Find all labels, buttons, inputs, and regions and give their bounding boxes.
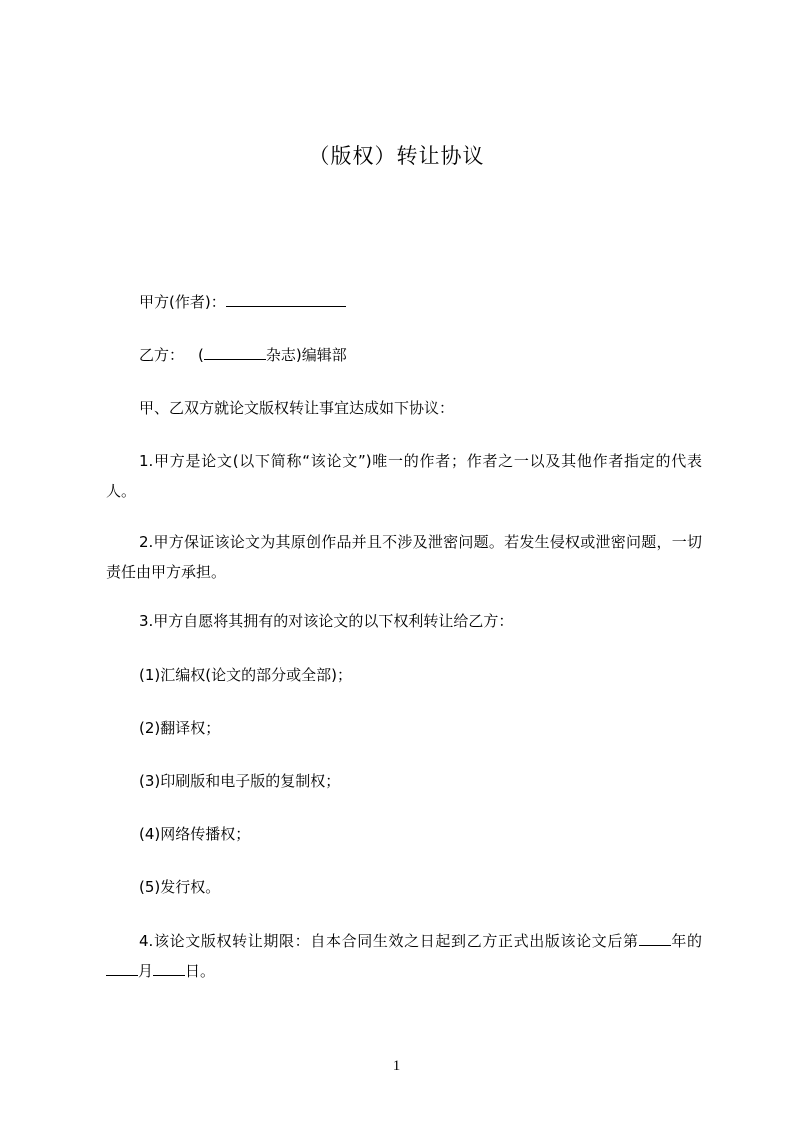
clause-4 [106, 926, 702, 986]
right-item-5: (5)发行权。 [139, 878, 221, 896]
clause-4-part3: 月 [138, 962, 154, 980]
clause-4-day-blank [153, 960, 185, 976]
party-b-suffix: 杂志)编辑部 [265, 346, 347, 364]
right-item-2: (2)翻译权； [139, 719, 221, 737]
clause-4-month-blank [106, 960, 138, 976]
party-a-line [139, 291, 346, 312]
right-item-4: (4)网络传播权； [139, 825, 251, 843]
party-b-label: 乙方： [139, 346, 185, 364]
party-a-blank [226, 291, 346, 307]
party-b-line [139, 344, 347, 365]
clause-4-part1: 4.该论文版权转让期限：自本合同生效之日起到乙方正式出版该论文后第 [139, 932, 639, 950]
page-number: 1 [392, 1058, 401, 1074]
clause-4-part4: 日。 [185, 962, 216, 980]
document-title: （版权）转让协议 [308, 144, 485, 168]
intro-text: 甲、乙双方就论文版权转让事宜达成如下协议： [139, 399, 455, 417]
right-item-1: (1)汇编权(论文的部分或全部)； [139, 666, 352, 684]
clause-1: 1.甲方是论文(以下简称“该论文”)唯一的作者；作者之一以及其他作者指定的代表人。 [106, 452, 702, 500]
clause-4-part2: 年的 [670, 932, 702, 950]
clause-4-year-blank [639, 930, 671, 946]
clause-3: 3.甲方自愿将其拥有的对该论文的以下权利转让给乙方： [139, 612, 514, 630]
clause-2: 2.甲方保证该论文为其原创作品并且不涉及泄密问题。若发生侵权或泄密问题，一切责任由甲方承担。 [106, 533, 702, 581]
right-item-3: (3)印刷版和电子版的复制权； [139, 772, 341, 790]
party-a-label: 甲方(作者)： [139, 293, 226, 311]
party-b-blank [204, 344, 266, 360]
party-b-open-paren: ( [198, 346, 204, 364]
